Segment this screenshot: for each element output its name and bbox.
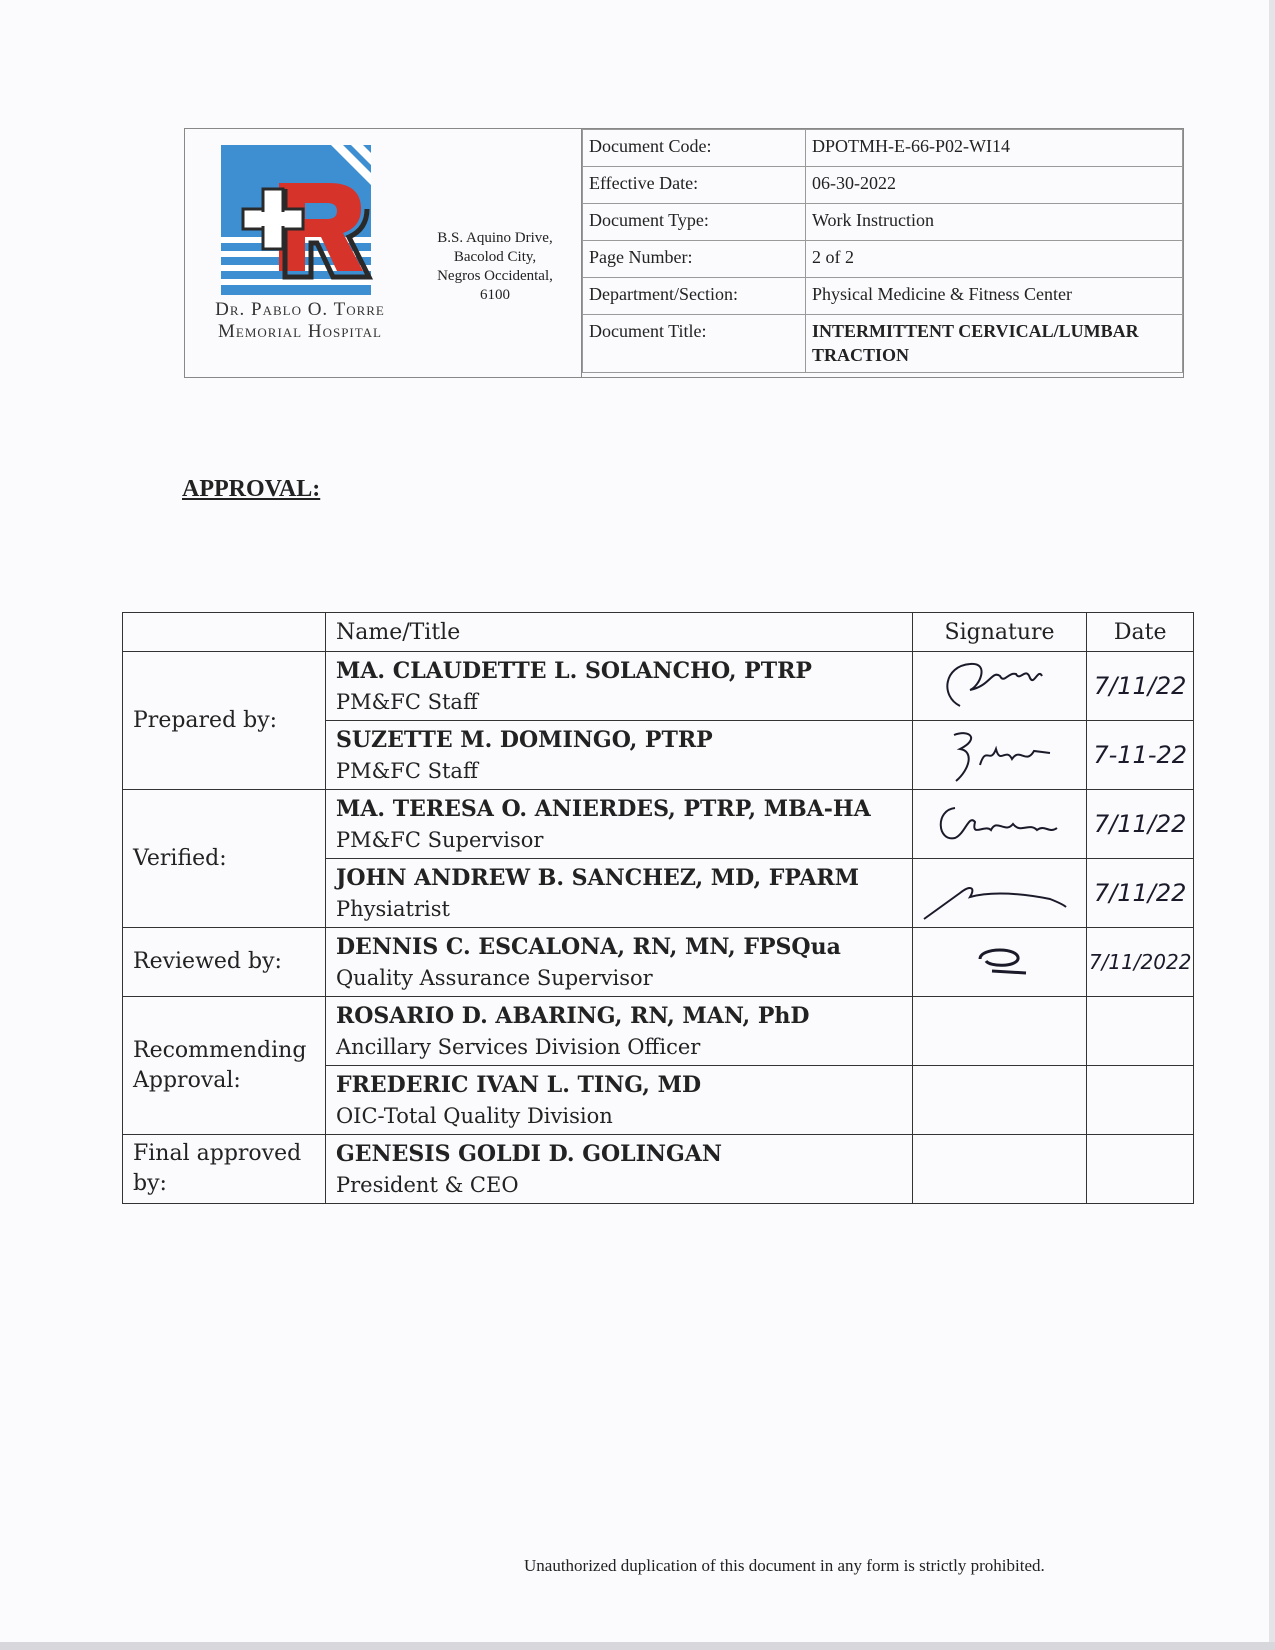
person-title: OIC-Total Quality Division — [335, 1104, 613, 1128]
meta-row — [583, 130, 1183, 167]
name-title-cell — [325, 997, 912, 1066]
role-label — [123, 1135, 326, 1204]
meta-label: Document Title: — [583, 315, 806, 373]
page-edge — [1269, 0, 1275, 1650]
name-title-cell — [325, 721, 912, 790]
date-header: Date — [1087, 613, 1194, 652]
signature-cell — [912, 928, 1087, 997]
hospital-name-line1: Dr. Pablo O. Torre — [215, 299, 385, 320]
meta-label: Document Code: — [583, 130, 806, 167]
name-title-cell — [325, 790, 912, 859]
signature-cell — [912, 859, 1087, 928]
signature-icon — [925, 794, 1075, 854]
person-name: GENESIS GOLDI D. GOLINGAN — [335, 1141, 722, 1167]
meta-row — [583, 241, 1183, 278]
person-name: ROSARIO D. ABARING, RN, MAN, PhD — [335, 1003, 810, 1029]
page-edge-bottom — [0, 1642, 1275, 1650]
document-meta-table — [582, 129, 1183, 373]
role-label: Reviewed by: — [123, 928, 326, 997]
address-line: Bacolod City, — [453, 249, 537, 265]
approval-table — [122, 612, 1194, 1204]
meta-value: 06-30-2022 — [806, 167, 1183, 204]
name-title-cell — [325, 1135, 912, 1204]
date-cell: 7/11/2022 — [1087, 928, 1194, 997]
person-title: PM&FC Supervisor — [335, 828, 544, 852]
name-title-cell — [325, 859, 912, 928]
hospital-address — [417, 229, 573, 305]
date-cell: 7/11/22 — [1087, 859, 1194, 928]
address-line: B.S. Aquino Drive, — [437, 230, 553, 246]
address-line: 6100 — [480, 287, 510, 303]
person-name: DENNIS C. ESCALONA, RN, MN, FPSQua — [335, 934, 841, 960]
approval-heading: APPROVAL: — [182, 476, 321, 502]
signature-cell — [912, 1135, 1087, 1204]
role-label: Prepared by: — [123, 652, 326, 790]
person-title: PM&FC Staff — [335, 759, 478, 783]
meta-value: Physical Medicine & Fitness Center — [806, 278, 1183, 315]
role-header — [123, 613, 326, 652]
person-title: Ancillary Services Division Officer — [335, 1035, 701, 1059]
meta-value: DPOTMH-E-66-P02-WI14 — [806, 130, 1183, 167]
signature-cell — [912, 790, 1087, 859]
hospital-name-line2: Memorial Hospital — [218, 321, 382, 342]
role-label-line2: Approval: — [133, 1067, 241, 1093]
signature-cell — [912, 652, 1087, 721]
meta-value: 2 of 2 — [806, 241, 1183, 278]
table-row — [123, 1135, 1194, 1204]
meta-row — [583, 167, 1183, 204]
signature-header: Signature — [912, 613, 1087, 652]
role-label-line1: Final approved — [133, 1141, 302, 1166]
document-title — [806, 315, 1183, 373]
role-label-line2: by: — [133, 1171, 167, 1196]
hospital-logo-icon — [221, 145, 381, 305]
meta-row-title — [583, 315, 1183, 373]
meta-label: Department/Section: — [583, 278, 806, 315]
signature-cell — [912, 1066, 1087, 1135]
date-cell — [1087, 1135, 1194, 1204]
person-title: President & CEO — [335, 1173, 519, 1197]
meta-label: Effective Date: — [583, 167, 806, 204]
name-header: Name/Title — [325, 613, 912, 652]
date-cell — [1087, 997, 1194, 1066]
person-name: FREDERIC IVAN L. TING, MD — [335, 1072, 702, 1098]
table-row — [123, 997, 1194, 1066]
signature-icon — [930, 656, 1070, 716]
logo-cell — [185, 129, 582, 377]
table-row — [123, 652, 1194, 721]
role-label: Verified: — [123, 790, 326, 928]
person-name: MA. CLAUDETTE L. SOLANCHO, PTRP — [335, 658, 812, 684]
table-row — [123, 928, 1194, 997]
address-line: Negros Occidental, — [437, 268, 553, 284]
document-title-line1: INTERMITTENT CERVICAL/LUMBAR — [812, 321, 1139, 341]
date-cell: 7/11/22 — [1087, 652, 1194, 721]
signature-icon — [920, 863, 1080, 923]
table-row — [123, 790, 1194, 859]
meta-row — [583, 278, 1183, 315]
signature-cell — [912, 721, 1087, 790]
name-title-cell — [325, 1066, 912, 1135]
person-title: Quality Assurance Supervisor — [335, 966, 653, 990]
meta-value: Work Instruction — [806, 204, 1183, 241]
footer-notice: Unauthorized duplication of this document in any form is strictly prohibited. — [524, 1556, 1045, 1575]
person-name: MA. TERESA O. ANIERDES, PTRP, MBA-HA — [335, 796, 871, 822]
document-title-line2: TRACTION — [812, 345, 910, 365]
person-title: Physiatrist — [335, 897, 450, 921]
date-cell: 7-11-22 — [1087, 721, 1194, 790]
approval-header-row — [123, 613, 1194, 652]
meta-row — [583, 204, 1183, 241]
role-label — [123, 997, 326, 1135]
document-header — [184, 128, 1184, 378]
date-cell: 7/11/22 — [1087, 790, 1194, 859]
signature-icon — [930, 725, 1070, 785]
person-title: PM&FC Staff — [335, 690, 478, 714]
person-name: SUZETTE M. DOMINGO, PTRP — [335, 727, 713, 753]
meta-label: Page Number: — [583, 241, 806, 278]
date-cell — [1087, 1066, 1194, 1135]
signature-cell — [912, 997, 1087, 1066]
role-label-line1: Recommending — [133, 1037, 307, 1063]
name-title-cell — [325, 928, 912, 997]
name-title-cell — [325, 652, 912, 721]
person-name: JOHN ANDREW B. SANCHEZ, MD, FPARM — [335, 865, 860, 891]
meta-label: Document Type: — [583, 204, 806, 241]
signature-icon — [930, 937, 1070, 987]
